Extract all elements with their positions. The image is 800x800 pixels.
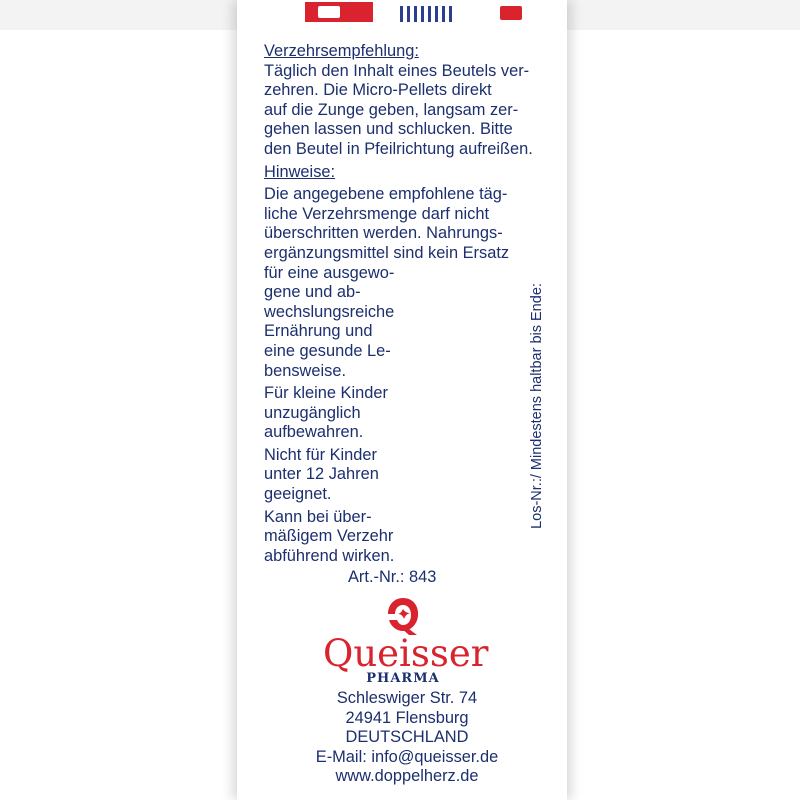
notes-line: unter 12 Jahren — [264, 465, 379, 484]
usage-heading: Verzehrsempfehlung: — [264, 42, 419, 60]
notes-line: eine gesunde Le- — [264, 341, 391, 360]
address-website: www.doppelherz.de — [335, 767, 479, 786]
address-email: E-Mail: info@queisser.de — [315, 747, 499, 766]
usage-line: den Beutel in Pfeilrichtung aufreißen. — [264, 139, 533, 158]
notes-line: Nicht für Kinder — [264, 445, 377, 464]
brand-name: Queisser — [323, 632, 489, 675]
top-flap-blue-print — [400, 6, 460, 22]
address-country: DEUTSCHLAND — [345, 728, 469, 747]
manufacturer-address — [292, 689, 522, 787]
top-flap-white-mark — [318, 6, 340, 18]
brand-emblem-icon — [383, 596, 423, 636]
notes-line: mäßigem Verzehr — [264, 527, 394, 546]
address-city: 24941 Flensburg — [345, 708, 469, 727]
notes-line: gene und ab- — [264, 283, 361, 302]
notes-line: liche Verzehrsmenge darf nicht — [264, 204, 490, 223]
article-number: Art.-Nr.: 843 — [348, 568, 437, 586]
notes-line: für eine ausgewo- — [264, 263, 395, 282]
notes-line: Für kleine Kinder — [264, 384, 388, 403]
usage-line: Täglich den Inhalt eines Beutels ver- — [264, 61, 530, 80]
notes-line: geeignet. — [264, 485, 332, 504]
usage-line: zehren. Die Micro-Pellets direkt — [264, 81, 492, 100]
brand-subtitle: PHARMA — [366, 671, 440, 686]
lot-expiry-field — [522, 266, 552, 546]
lot-expiry-label: Los-Nr.:/ Mindestens haltbar bis Ende: — [529, 283, 545, 529]
notes-heading: Hinweise: — [264, 162, 336, 181]
notes-line: wechslungsreiche — [264, 302, 395, 321]
notes-line: Kann bei über- — [264, 507, 372, 526]
notes-line: abführend wirken. — [264, 546, 395, 565]
notes-line: überschritten werden. Nahrungs- — [264, 224, 503, 243]
address-street: Schleswiger Str. 74 — [336, 689, 478, 707]
notes-line: ergänzungsmittel sind kein Ersatz — [264, 243, 510, 262]
usage-line: gehen lassen und schlucken. Bitte — [264, 120, 513, 139]
top-flap-red-tab — [500, 6, 522, 20]
notes-line: aufbewahren. — [264, 423, 364, 442]
notes-line: unzugänglich — [264, 403, 361, 422]
notes-line: bensweise. — [264, 361, 347, 380]
instructions-text-block — [264, 42, 536, 566]
usage-line: auf die Zunge geben, langsam zer- — [264, 100, 519, 119]
notes-line: Die angegebene empfohlene täg- — [264, 185, 508, 204]
brand-logo — [323, 596, 489, 686]
notes-line: Ernährung und — [264, 322, 373, 341]
